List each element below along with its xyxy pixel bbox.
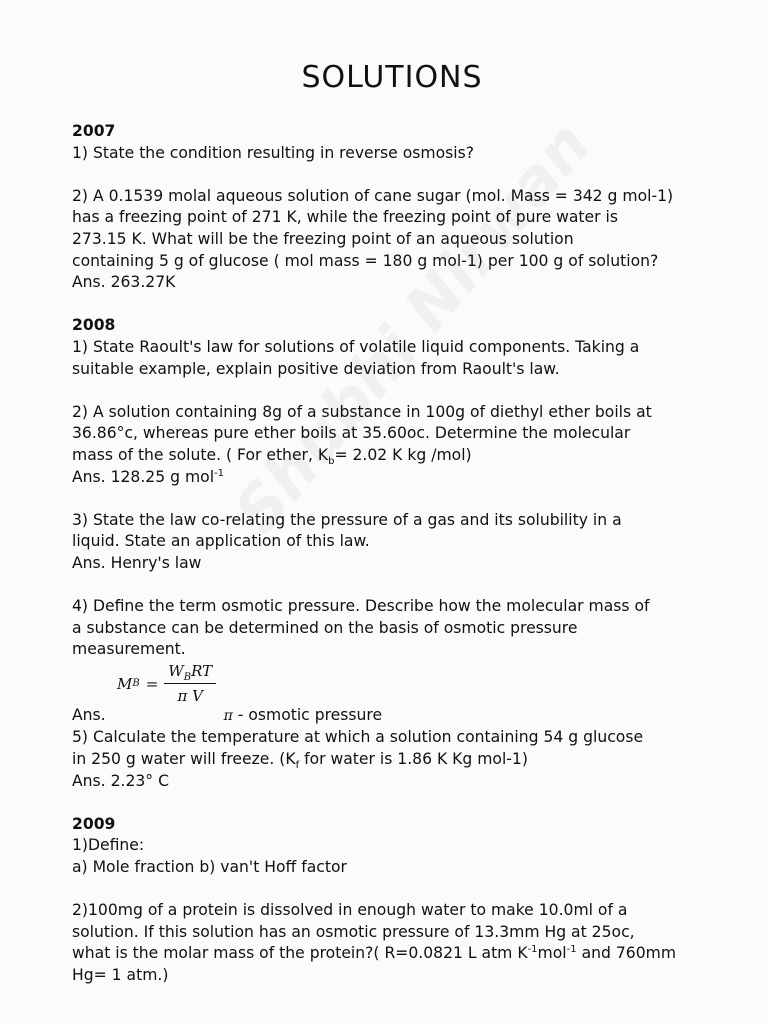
question-2007-2: 2) A 0.1539 molal aqueous solution of cane sugar (mol. Mass = 342 g mol-1) has a freezing point of 271 K, while the freezing point of pure water is 273.15 K. What will be the freezing point of an aqueous solution containing 5 g of glucose ( mol mass = 180 g mol-1) per 100 g of solution? Ans. 263.27K <box>72 186 702 294</box>
question-2008-4: 4) Define the term osmotic pressure. Describe how the molecular mass of a substance can be determined on the basis of osmotic pressure measurement. M B = $\frac{W_BRT}{\text{π V}}$ Ans. π - osmotic pressure <box>72 596 702 727</box>
section-2009 <box>72 814 702 987</box>
document-page <box>72 60 702 987</box>
year-heading-2007: 2007 <box>72 122 116 140</box>
answer-2007-2: Ans. 263.27K <box>72 273 176 292</box>
answer-2008-5: Ans. 2.23° C <box>72 771 169 790</box>
section-2007 <box>72 121 702 294</box>
section-2008 <box>72 315 702 792</box>
page-title: SOLUTIONS <box>301 60 483 95</box>
question-2009-1: 1)Define: a) Mole fraction b) van't Hoff factor <box>72 836 347 876</box>
question-2008-2: 2) A solution containing 8g of a substance in 100g of diethyl ether boils at 36.86°c, whereas pure ether boils at 35.60oc. Determine the molecular mass of the solute. ( For ether, $K_b= 2.02$ K kg /mol) Ans. 128.25 g mol$^{-1}$ <box>72 402 702 488</box>
question-2008-1: 1) State Raoult's law for solutions of volatile liquid components. Taking a suitable example, explain positive deviation from Raoult's law. <box>72 337 640 378</box>
answer-2008-3: Ans. Henry's law <box>72 553 202 572</box>
year-heading-2009: 2009 <box>72 814 116 833</box>
year-heading-2008: 2008 <box>72 316 116 335</box>
osmotic-formula: M B = $\frac{W_BRT}{\text{π V}}$ <box>72 661 702 705</box>
question-2008-3: 3) State the law co-relating the pressure of a gas and its solubility in a liquid. State an application of this law. Ans. Henry's law <box>72 510 702 575</box>
answer-2008-4: Ans. π - osmotic pressure <box>72 705 383 724</box>
question-2007-1: 1) State the condition resulting in reverse osmosis? <box>72 143 474 162</box>
answer-2008-2: Ans. 128.25 g mol$^{-1}$ <box>72 467 225 486</box>
question-2009-2: 2)100mg of a protein is dissolved in enough water to make 10.0ml of a solution. If this solution has an osmotic pressure of 13.3mm Hg at 25oc, what is the molar mass of the protein?( R=0.0821 L atm $K^{-1}mol^{-1}$ and 760mm Hg= 1 atm.) <box>72 901 677 984</box>
question-2008-5: 5) Calculate the temperature at which a solution containing 54 g glucose in 250 g water will freeze. ($K_f$ for water is 1.86 K Kg mol-1) Ans. 2.23° C <box>72 727 702 792</box>
